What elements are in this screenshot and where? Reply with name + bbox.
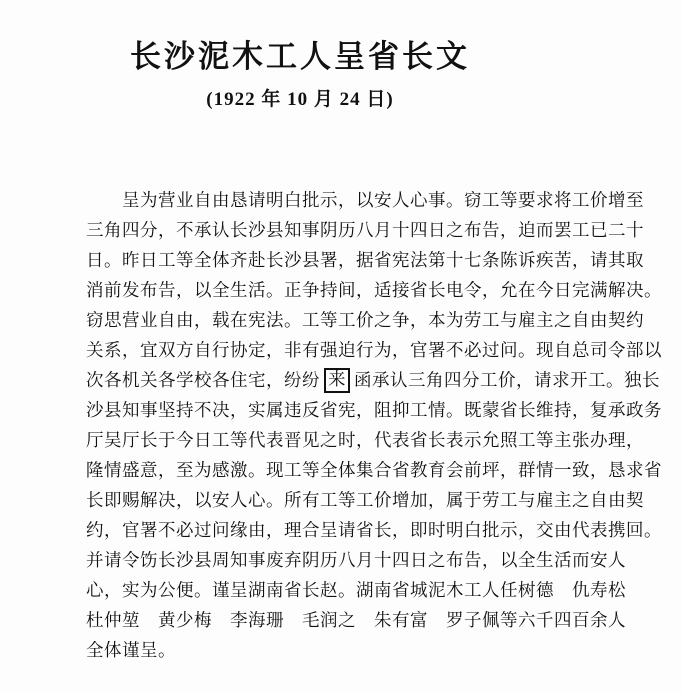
body-line: 杜仲堃 黄少梅 李海珊 毛润之 朱有富 罗子佩等六千四百余人	[86, 609, 626, 630]
body-line: 呈为营业自由恳请明白批示，以安人心事。窃工等要求将工价增至	[122, 189, 644, 210]
body-line: 隆情盛意，至为感激。现工等全体集合省教育会前坪，群情一致，恳求省	[86, 459, 662, 480]
body-line: 长即赐解决，以安人心。所有工等工价增加，属于劳工与雇主之自由契	[86, 489, 644, 510]
body-line: 并请令饬长沙县周知事废弃阴历八月十四日之布告，以全生活而安人	[86, 549, 626, 570]
body-line: 全体谨呈。	[86, 639, 176, 660]
document-title: 长沙泥木工人呈省长文	[130, 39, 470, 74]
line-segment: 次各机关各学校各住宅，纷纷	[86, 369, 320, 390]
body-line: 沙县知事坚持不决，实属违反省宪，阻抑工情。既蒙省长维持，复承政务	[86, 399, 662, 420]
body-line: 厅吴厅长于今日工等代表晋见之时，代表省长表示允照工等主张办理，	[86, 429, 644, 450]
boxed-insertion-char: 来	[324, 368, 350, 393]
line-segment: 函承认三角四分工价，请求开工。独长	[354, 369, 660, 390]
body-line: 三角四分，不承认长沙县知事阴历八月十四日之布告，迫而罢工已二十	[86, 219, 644, 240]
body-line-with-boxed-char	[86, 365, 660, 395]
body-line: 约，官署不必过问缘由，理合呈请省长，即时明白批示，交由代表携回。	[86, 519, 662, 540]
body-line: 消前发布告，以全生活。正争持间，适接省长电令，允在今日完满解决。	[86, 279, 662, 300]
body-line: 日。昨日工等全体齐赴长沙县署，据省宪法第十七条陈诉疾苦，请其取	[86, 249, 644, 270]
body-line: 窃思营业自由，载在宪法。工等工价之争，本为劳工与雇主之自由契约	[86, 309, 644, 330]
body-line: 关系，宜双方自行协定，非有强迫行为，官署不必过问。现自总司令部以	[86, 339, 662, 360]
body-line: 心，实为公便。谨呈湖南省长赵。湖南省城泥木工人任树德 仇寿松	[86, 579, 626, 600]
document-date: (1922 年 10 月 24 日)	[206, 88, 394, 110]
document-body	[0, 185, 662, 665]
